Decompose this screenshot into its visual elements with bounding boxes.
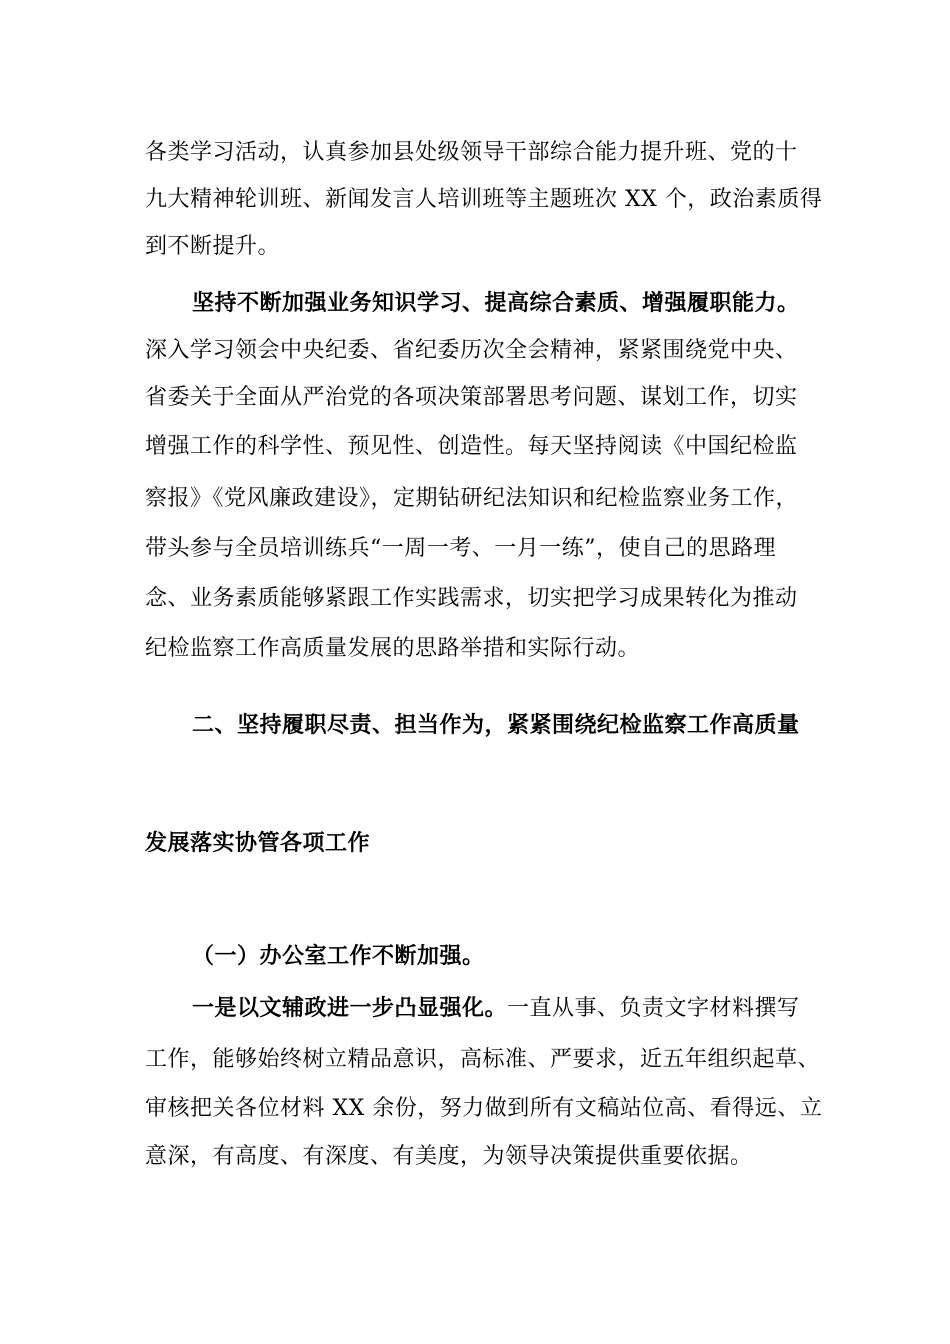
subsection-heading: （一）办公室工作不断加强。 (192, 944, 485, 969)
text-line: 增强工作的科学性、预见性、创造性。每天坚持阅读《中国纪检监 (145, 434, 798, 459)
paragraph-lead: 一是以文辅政进一步凸显强化。 (192, 996, 508, 1021)
text-line: 各类学习活动，认真参加县处级领导干部综合能力提升班、党的十 (145, 140, 798, 165)
text-line: 审核把关各位材料 XX 余份，努力做到所有文稿站位高、看得远、立 (145, 1096, 823, 1121)
paragraph-heading: 坚持不断加强业务知识学习、提高综合素质、增强履职能力。 (192, 291, 800, 316)
text-line: 念、业务素质能够紧跟工作实践需求，切实把学习成果转化为推动 (145, 586, 798, 611)
text-line (192, 994, 800, 1024)
text-line: 意深，有高度、有深度、有美度，为领导决策提供重要依据。 (145, 1144, 753, 1169)
text-line: 察报》《党风廉政建设》，定期钻研纪法知识和纪检监察业务工作， (145, 486, 799, 511)
text-line: 带头参与全员培训练兵“一周一考、一月一练”，使自己的思路理 (145, 536, 776, 561)
text-line: 九大精神轮训班、新闻发言人培训班等主题班次 XX 个，政治素质得 (145, 187, 823, 212)
text-line: 纪检监察工作高质量发展的思路举措和实际行动。 (145, 636, 641, 661)
text-span: 一直从事、负责文字材料撰写 (507, 996, 800, 1021)
text-line: 工作，能够始终树立精品意识，高标准、严要求，近五年组织起草、 (145, 1047, 821, 1072)
section-heading-line: 二、坚持履职尽责、担当作为，紧紧围绕纪检监察工作高质量 (192, 713, 800, 738)
text-line: 深入学习领会中央纪委、省纪委历次全会精神，紧紧围绕党中央、 (145, 338, 798, 363)
text-line: 到不断提升。 (145, 234, 281, 259)
text-line: 省委关于全面从严治党的各项决策部署思考问题、谋划工作，切实 (145, 385, 798, 410)
section-heading-line: 发展落实协管各项工作 (145, 831, 371, 856)
